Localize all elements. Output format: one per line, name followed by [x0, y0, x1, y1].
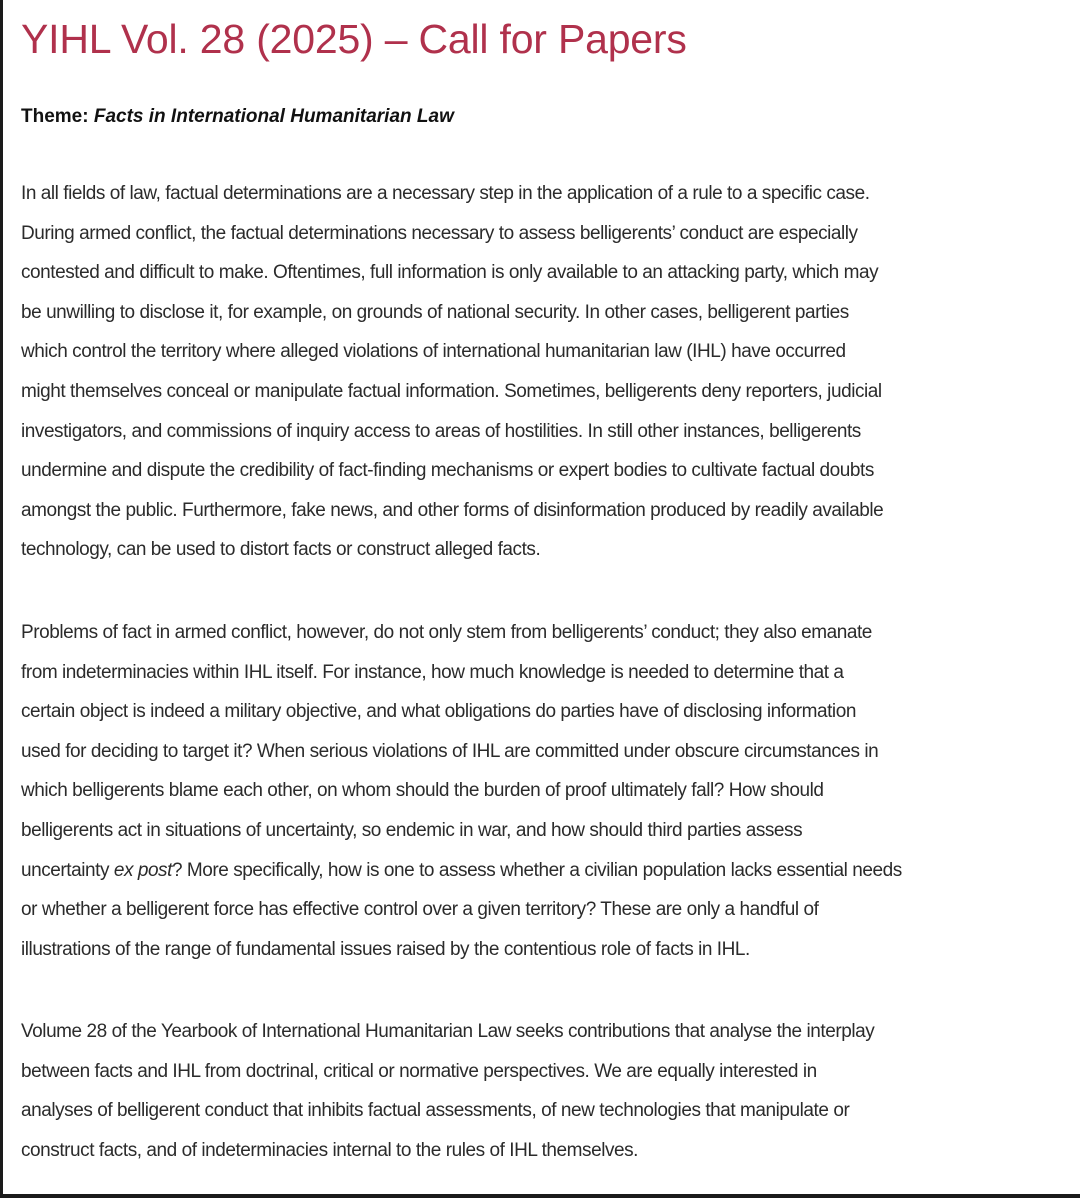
paragraph-line: analyses of belligerent conduct that inhibits factual assessments, of new technologies that manipulate or	[21, 1100, 850, 1122]
italic-term: ex post	[113, 859, 172, 881]
paragraph-line: used for deciding to target it? When serious violations of IHL are committed under obscure circumstances in	[21, 740, 879, 762]
theme-line	[21, 104, 1080, 130]
paragraph-line: amongst the public. Furthermore, fake news, and other forms of disinformation produced by readily available	[21, 499, 884, 521]
paragraph-line-with-italic	[21, 851, 1080, 891]
paragraph-line: be unwilling to disclose it, for example, on grounds of national security. In other cases, belligerent parties	[21, 301, 849, 323]
page-title: YIHL Vol. 28 (2025) – Call for Papers	[21, 16, 687, 62]
paragraph-line: or whether a belligerent force has effective control over a given territory? These are only a handful of	[21, 899, 819, 921]
paragraph-2	[21, 613, 1080, 969]
paragraph-line: between facts and IHL from doctrinal, critical or normative perspectives. We are equally interested in	[21, 1060, 817, 1082]
paragraph-line: which control the territory where alleged violations of international humanitarian law (IHL) have occurred	[21, 341, 846, 363]
paragraph-line: technology, can be used to distort facts or construct alleged facts.	[21, 539, 541, 561]
paragraph-1	[21, 174, 1080, 570]
paragraph-line: from indeterminacies within IHL itself. For instance, how much knowledge is needed to determine that a	[21, 661, 844, 683]
paragraph-line: belligerents act in situations of uncertainty, so endemic in war, and how should third parties assess	[21, 819, 803, 841]
theme-value: Facts in International Humanitarian Law	[93, 106, 454, 127]
paragraph-line: certain object is indeed a military objective, and what obligations do parties have of disclosing information	[21, 701, 856, 723]
paragraph-line: Volume 28 of the Yearbook of International Humanitarian Law seeks contributions that analyse the interplay	[21, 1021, 875, 1043]
paragraph-line: undermine and dispute the credibility of fact-finding mechanisms or expert bodies to cultivate factual doubts	[21, 460, 874, 482]
theme-label: Theme:	[21, 106, 89, 127]
paragraph-line: might themselves conceal or manipulate factual information. Sometimes, belligerents deny reporters, judicial	[21, 380, 882, 402]
paragraph-3	[21, 1012, 1080, 1170]
paragraph-line: In all fields of law, factual determinations are a necessary step in the application of a rule to a specific case.	[21, 183, 870, 204]
article	[21, 10, 1080, 1171]
line-text: ? More specifically, how is one to assess whether a civilian population lacks essential needs	[171, 859, 902, 881]
paragraph-line: Problems of fact in armed conflict, however, do not only stem from belligerents’ conduct; they also emanate	[21, 621, 872, 643]
paragraph-line: contested and difficult to make. Oftentimes, full information is only available to an attacking party, which may	[21, 262, 879, 284]
line-text: uncertainty	[21, 859, 114, 881]
paragraph-line: investigators, and commissions of inquiry access to areas of hostilities. In still other instances, belligerents	[21, 420, 861, 442]
paragraph-line: construct facts, and of indeterminacies internal to the rules of IHL themselves.	[21, 1140, 639, 1162]
paragraph-line: During armed conflict, the factual determinations necessary to assess belligerents’ conduct are especially	[21, 222, 858, 244]
paragraph-line: which belligerents blame each other, on whom should the burden of proof ultimately fall? How should	[21, 780, 824, 802]
paragraph-line: illustrations of the range of fundamental issues raised by the contentious role of facts in IHL.	[21, 938, 750, 960]
